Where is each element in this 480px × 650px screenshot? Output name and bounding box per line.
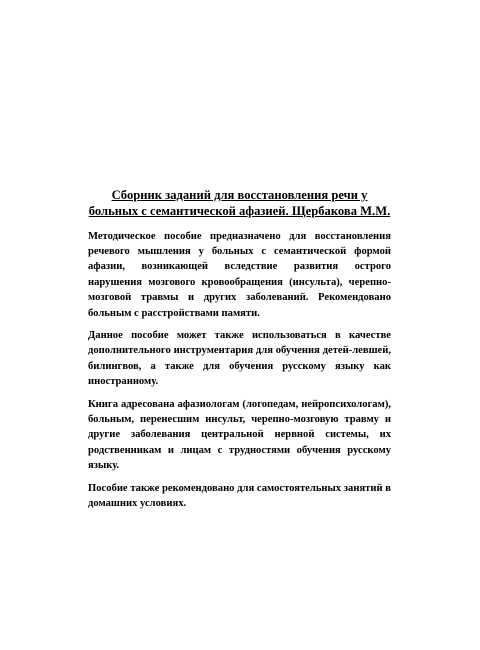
paragraph-purpose: Методическое пособие предназначено для восстановления речевого мышления у больных с семантической формой афазии, возникающей вследствие развития острого нарушения мозгового кровообращения (инсульта), черепно-мозговой травмы и других заболеваний. Рекомендовано больным с расстройствами памяти. bbox=[88, 230, 391, 319]
paragraph-additional-use: Данное пособие может также использоваться в качестве дополнительного инструментария для обучения детей-левшей, билингвов, а также для обучения русскому языку как иностранному. bbox=[88, 330, 391, 388]
paragraph-self-study: Пособие также рекомендовано для самостоятельных занятий в домашних условиях. bbox=[88, 482, 391, 510]
paragraph-audience: Книга адресована афазиологам (логопедам, нейропсихологам), больным, перенесшим инсульт, черепно-мозговую травму и другие заболевания центральной нервной системы, их родственникам и лицам с трудностями обучения русскому языку. bbox=[88, 398, 391, 472]
document-title: Сборник заданий для восстановления речи у больных с семантической афазией. Щербакова М.М. bbox=[88, 188, 391, 218]
document-content bbox=[88, 188, 391, 519]
